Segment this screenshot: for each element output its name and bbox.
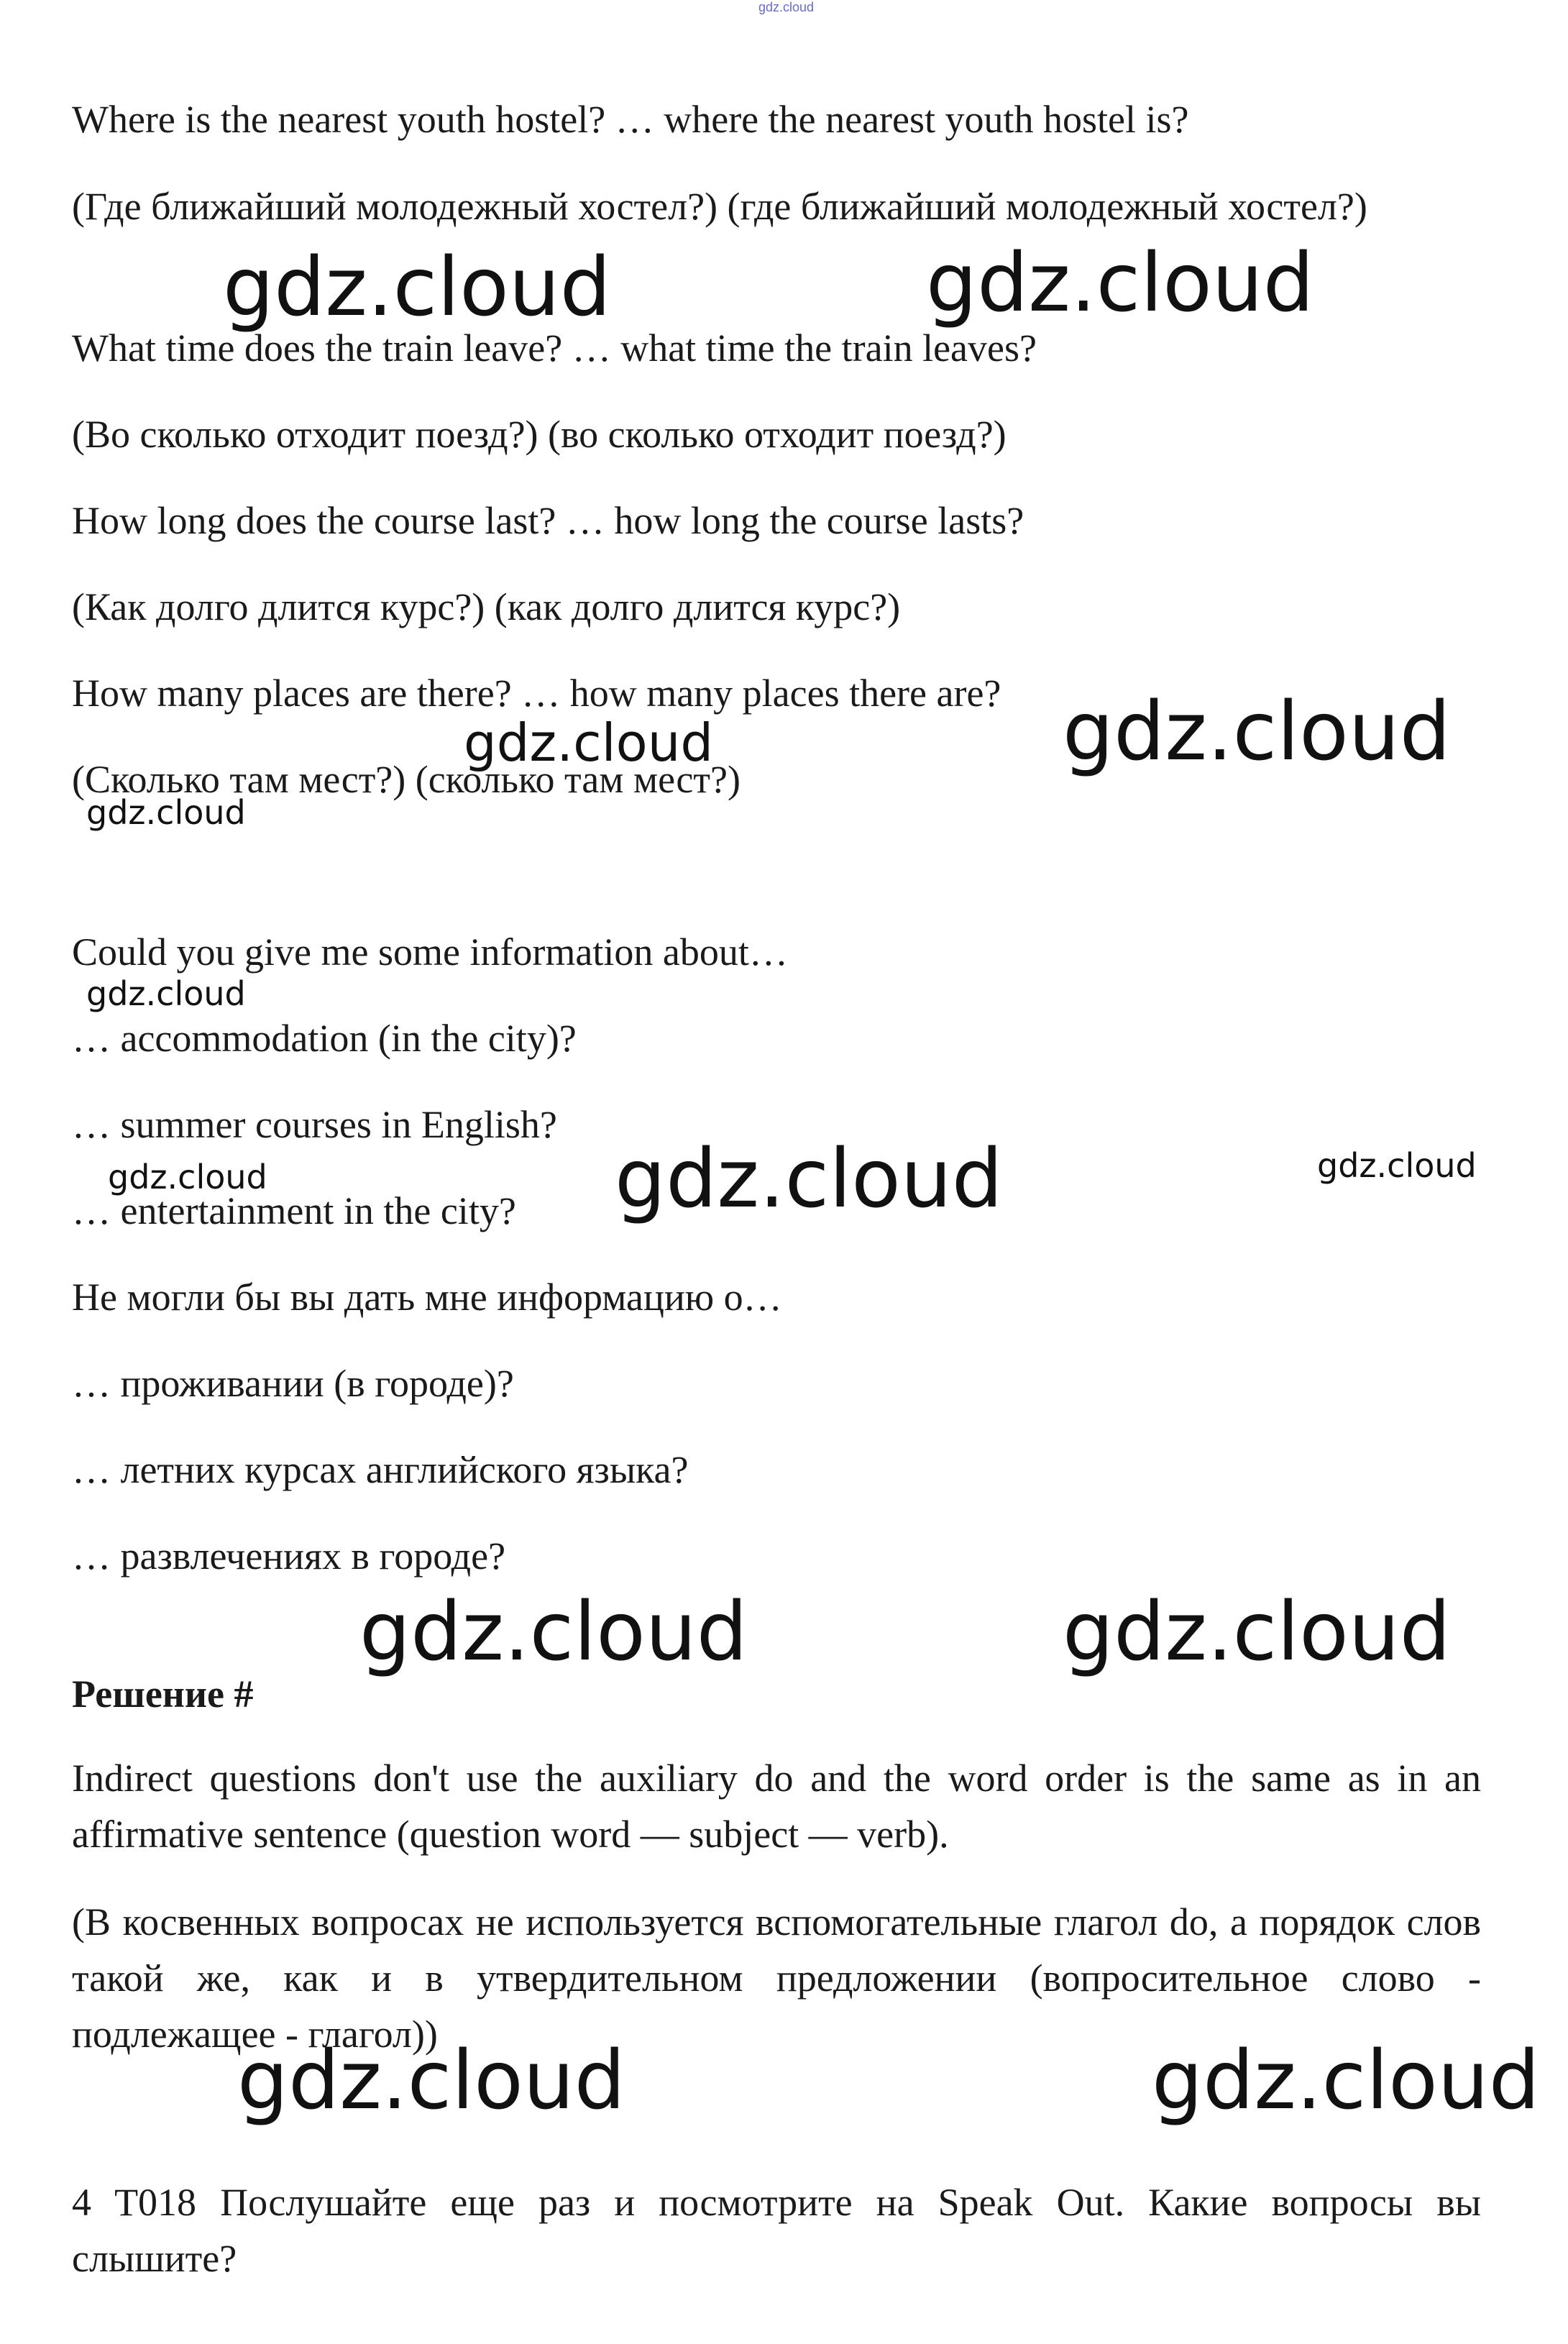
text-line-4: (Во сколько отходит поезд?) (во сколько отходит поезд?): [72, 413, 1007, 456]
text-line-14: … проживании (в городе)?: [72, 1362, 514, 1405]
text-line-3: What time does the train leave? … what time the train leaves?: [72, 326, 1037, 370]
text-line-15: … летних курсах английского языка?: [72, 1448, 689, 1491]
watermark: gdz.cloud: [108, 1158, 267, 1196]
text-line-16: … развлечениях в городе?: [72, 1534, 506, 1578]
watermark: gdz.cloud: [237, 2034, 625, 2128]
watermark: gdz.cloud: [359, 1585, 748, 1679]
text-line-9: Could you give me some information about…: [72, 930, 788, 974]
text-line-8: (Сколько там мест?) (сколько там мест?): [72, 758, 741, 801]
watermark: gdz.cloud: [926, 237, 1314, 330]
text-line-5: How long does the course last? … how long the course lasts?: [72, 499, 1024, 542]
text-line-6: (Как долго длится курс?) (как долго длится курс?): [72, 585, 901, 628]
text-line-1: Where is the nearest youth hostel? … where the nearest youth hostel is?: [72, 98, 1189, 141]
text-line-12: … entertainment in the city?: [72, 1189, 516, 1232]
watermark: gdz.cloud: [464, 713, 714, 773]
watermark: gdz.cloud: [223, 241, 611, 334]
text-line-10: … accommodation (in the city)?: [72, 1017, 577, 1060]
watermark: gdz.cloud: [615, 1132, 1003, 1226]
solution-explanation-en: Indirect questions don't use the auxiliary do and the word order is the same as in an affirmative sentence (question word — subject — verb).: [72, 1757, 1481, 1856]
watermark: gdz.cloud: [1317, 1146, 1477, 1185]
text-line-2: (Где ближайший молодежный хостел?) (где ближайший молодежный хостел?): [72, 185, 1367, 228]
text-line-7: How many places are there? … how many places there are?: [72, 672, 1001, 715]
watermark: gdz.cloud: [1152, 2034, 1540, 2128]
watermark: gdz.cloud: [1063, 1585, 1451, 1679]
next-task: 4 T018 Послушайте еще раз и посмотрите на Speak Out. Какие вопросы вы слышите?: [72, 2181, 1481, 2280]
solution-heading: Решение #: [72, 1672, 254, 1716]
text-line-11: … summer courses in English?: [72, 1103, 557, 1146]
top-watermark: gdz.cloud: [758, 0, 815, 14]
watermark: gdz.cloud: [86, 793, 246, 832]
watermark: gdz.cloud: [1063, 685, 1451, 779]
text-line-13: Не могли бы вы дать мне информацию о…: [72, 1276, 782, 1319]
solution-explanation-ru: (В косвенных вопросах не используется вспомогательные глагол do, а порядок слов такой же, как и в утвердительном предложении (вопросительное слово - подлежащее - глагол)): [72, 1900, 1481, 2056]
watermark: gdz.cloud: [86, 974, 246, 1013]
